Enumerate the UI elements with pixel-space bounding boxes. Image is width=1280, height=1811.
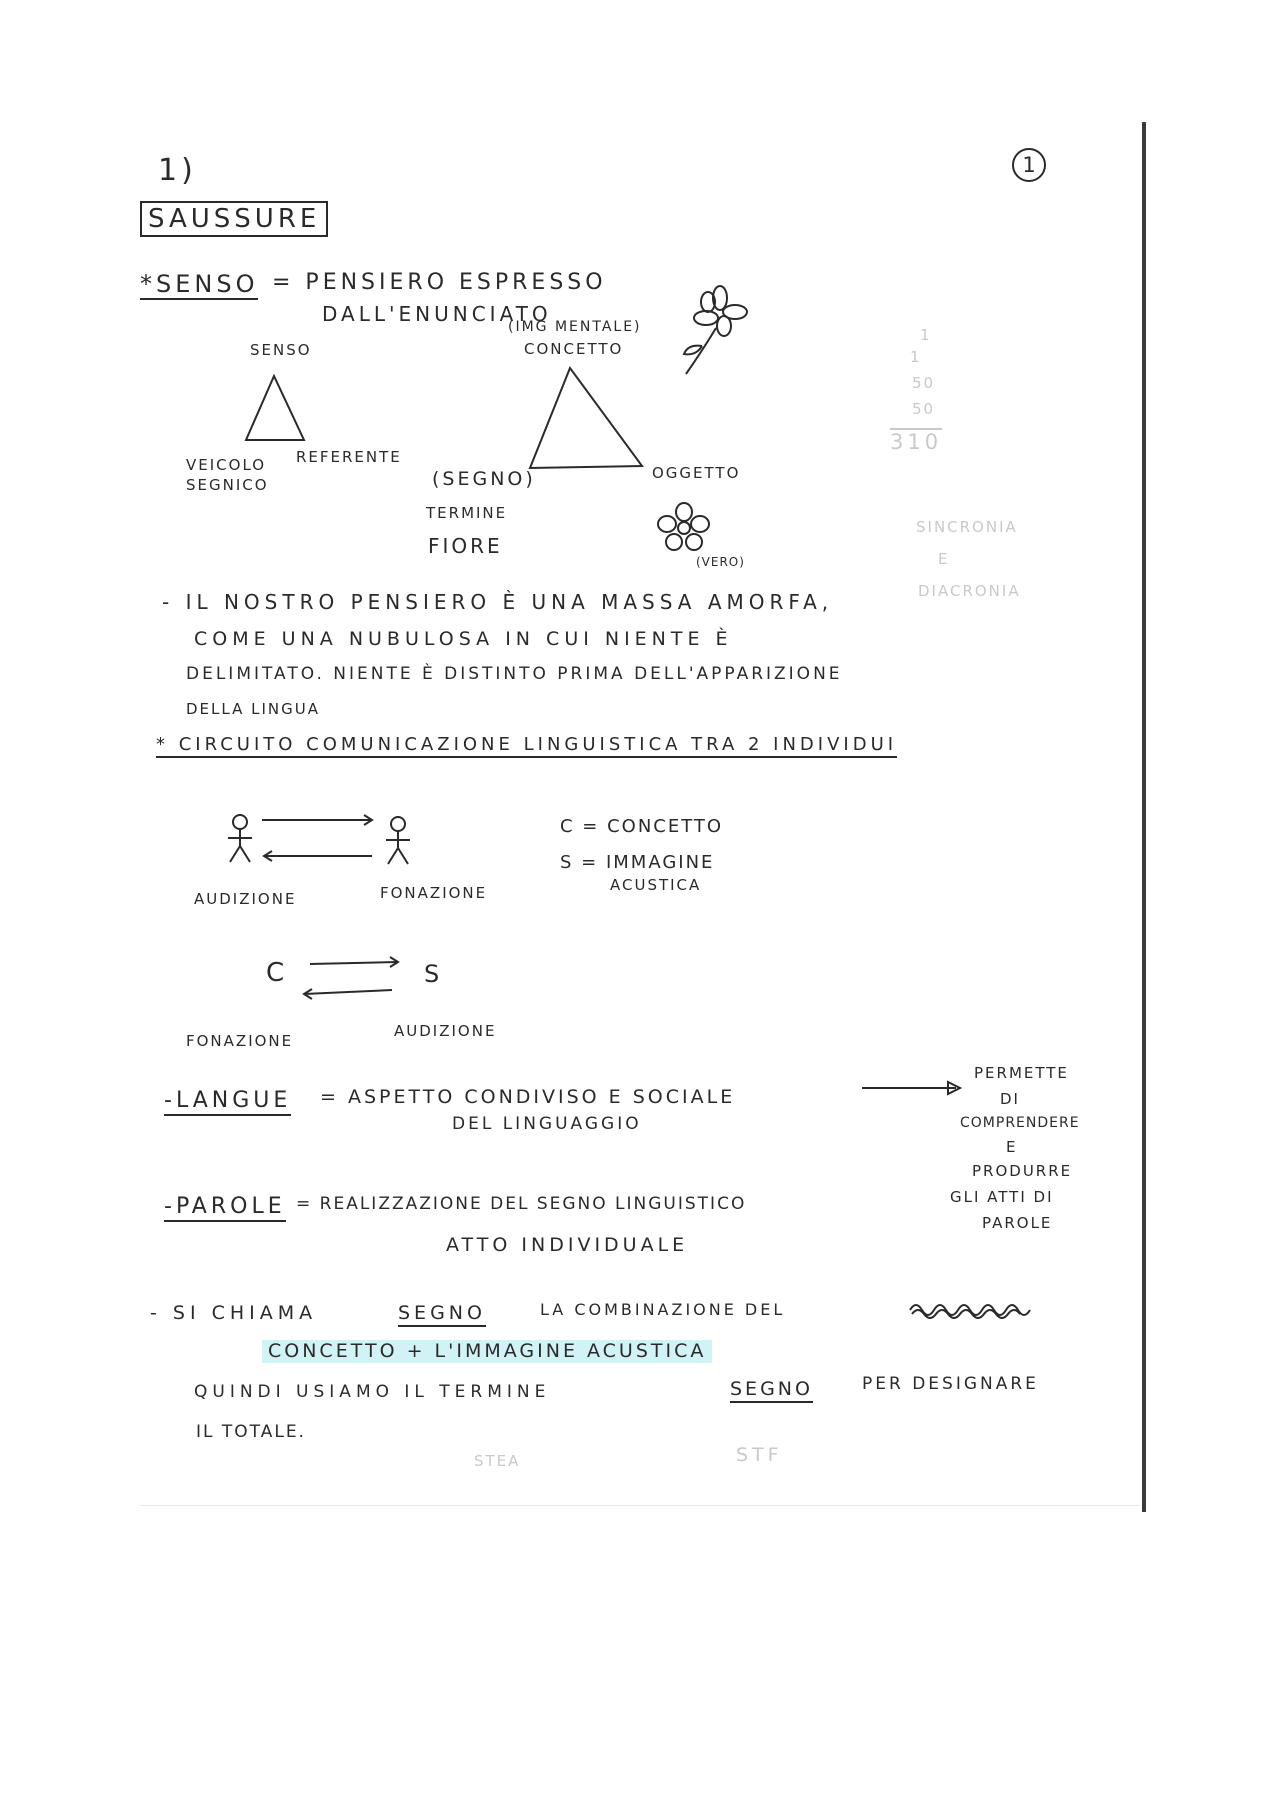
faint-number-4: 50 <box>912 400 936 418</box>
langue-side-line7: PAROLE <box>982 1214 1053 1232</box>
langue-side-line5: PRODURRE <box>972 1162 1073 1180</box>
pensiero-line4: DELLA LINGUA <box>186 700 320 718</box>
faint-number-sum: 310 <box>890 430 943 454</box>
legend-acustica: ACUSTICA <box>610 876 702 894</box>
pensiero-line3: DELIMITATO. NIENTE È DISTINTO PRIMA DELL'APPARIZIONE <box>186 664 843 684</box>
communication-circuit-figure <box>222 810 422 876</box>
circuit-arrows <box>296 954 406 1004</box>
big-triangle-note: (IMG MENTALE) <box>508 319 642 335</box>
parole-definition-line2: ATTO INDIVIDUALE <box>446 1234 689 1256</box>
flower-note: (VERO) <box>696 555 745 569</box>
segno-highlight: CONCETTO + L'IMMAGINE ACUSTICA <box>262 1340 712 1363</box>
page-title: SAUSSURE <box>140 201 328 237</box>
segno-line3-end: PER DESIGNARE <box>862 1374 1039 1394</box>
segno-line3-start: QUINDI USIAMO IL TERMINE <box>194 1382 551 1402</box>
langue-term: -LANGUE <box>164 1090 291 1116</box>
footer-faint-2: STF <box>736 1444 783 1466</box>
big-triangle-shape <box>520 364 650 474</box>
segno-word: SEGNO <box>398 1304 486 1327</box>
segno-line4: IL TOTALE. <box>196 1422 306 1442</box>
circuito-heading: * CIRCUITO COMUNICAZIONE LINGUISTICA TRA 2 INDIVIDUI <box>156 736 897 758</box>
langue-arrow <box>858 1076 966 1100</box>
langue-side-line2: DI <box>1000 1090 1020 1108</box>
langue-definition-line1: = ASPETTO CONDIVISO E SOCIALE <box>320 1086 736 1108</box>
small-triangle-right-label: REFERENTE <box>296 448 402 466</box>
langue-side-line6: GLI ATTI DI <box>950 1188 1054 1206</box>
faint-number-1: 1 <box>920 326 932 344</box>
segno-line3-word: SEGNO <box>730 1380 813 1403</box>
footer-faint-1: STEA <box>474 1452 521 1470</box>
circuit-c-label: C <box>266 958 289 988</box>
langue-definition-line2: DEL LINGUAGGIO <box>452 1114 642 1134</box>
page-number: 1) <box>158 153 197 188</box>
senso-heading: *SENSO <box>140 270 259 298</box>
big-triangle-term-label: TERMINE <box>426 504 508 522</box>
big-triangle-term-example: FIORE <box>428 534 503 558</box>
senso-definition-line2: DALL'ENUNCIATO <box>322 302 552 326</box>
parole-term: -PAROLE <box>164 1196 286 1222</box>
circuit-s-label: S <box>424 960 444 988</box>
big-triangle-sign-label: (SEGNO) <box>432 468 536 490</box>
faint-word-1: SINCRONIA <box>916 518 1018 536</box>
circuit-bottom-left-label: FONAZIONE <box>186 1032 294 1050</box>
legend-immagine: S = IMMAGINE <box>560 852 715 873</box>
pensiero-line1: - IL NOSTRO PENSIERO È UNA MASSA AMORFA, <box>162 590 834 614</box>
page-right-edge <box>1142 122 1146 1512</box>
langue-side-line4: E <box>1006 1138 1018 1156</box>
faint-number-3: 50 <box>912 374 936 392</box>
flower-icon <box>652 502 714 558</box>
segno-prefix: - SI CHIAMA <box>150 1302 318 1324</box>
page-mark: 1 <box>1012 148 1046 182</box>
faint-word-3: DIACRONIA <box>918 582 1021 600</box>
circuito-right-label: FONAZIONE <box>380 884 488 902</box>
langue-side-line3: COMPRENDERE <box>960 1115 1080 1131</box>
small-triangle-left-label: VEICOLO SEGNICO <box>186 456 269 494</box>
faint-word-2: E <box>938 550 950 568</box>
small-triangle-shape <box>240 372 310 444</box>
page-bottom-edge <box>140 1505 1140 1506</box>
senso-definition-line1: = PENSIERO ESPRESSO <box>272 270 607 295</box>
pensiero-line2: COME UNA NUBULOSA IN CUI NIENTE È <box>194 628 733 650</box>
big-triangle-object-label: OGGETTO <box>652 464 741 482</box>
circuito-left-label: AUDIZIONE <box>194 890 297 908</box>
scribble-icon <box>906 1296 1036 1322</box>
legend-concetto: C = CONCETTO <box>560 816 724 837</box>
parole-definition-line1: = REALIZZAZIONE DEL SEGNO LINGUISTICO <box>296 1194 747 1214</box>
circuit-bottom-right-label: AUDIZIONE <box>394 1022 497 1040</box>
big-triangle-top-label: CONCETTO <box>524 340 624 358</box>
faint-number-2: 1 <box>910 348 922 366</box>
segno-rest: LA COMBINAZIONE DEL <box>540 1300 786 1319</box>
langue-side-line1: PERMETTE <box>974 1064 1069 1082</box>
sketched-flower-icon <box>680 284 750 380</box>
small-triangle-top-label: SENSO <box>250 341 312 359</box>
